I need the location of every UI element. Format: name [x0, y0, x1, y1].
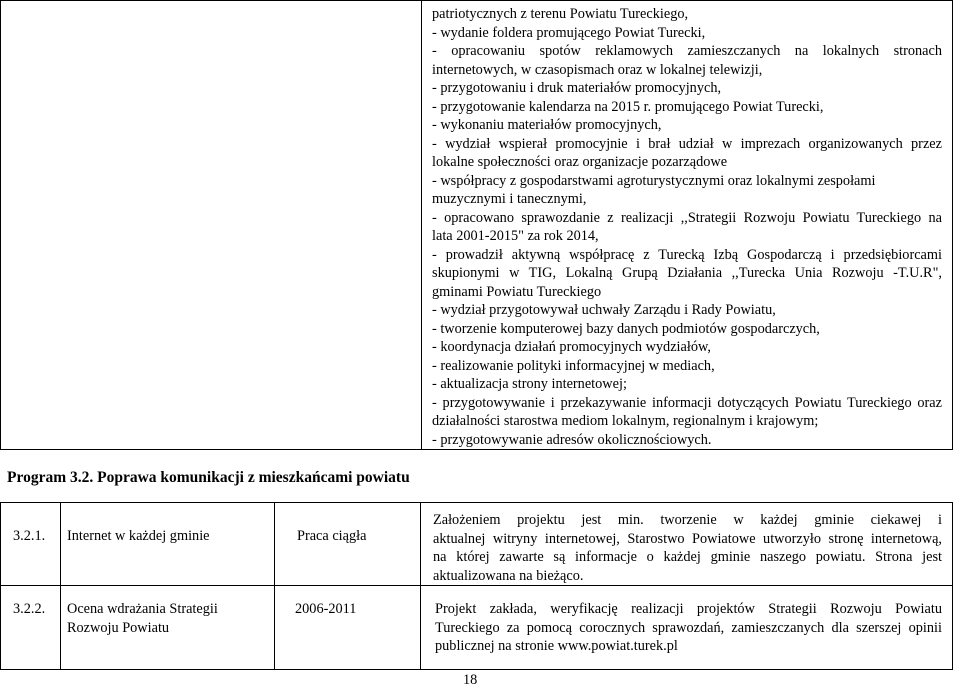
text-line: - realizowanie polityki informacyjnej w mediach,	[432, 357, 715, 374]
table-row	[1, 1, 953, 450]
table-row	[1, 503, 953, 586]
text-line: aktualnej witryny internetowej, Starostwo Powiatowe utworzyło stronę internetową,	[433, 530, 942, 547]
text-line: - przygotowaniu i druk materiałów promocyjnych,	[432, 80, 722, 96]
text-line: lata 2001-2015" za rok 2014,	[432, 228, 599, 244]
text-line: Założeniem projektu jest min. tworzenie w każdej gminie ciekawej i	[433, 512, 942, 528]
task-description	[421, 503, 953, 586]
task-description	[421, 586, 953, 670]
activities-text	[422, 1, 952, 449]
text-line: - przygotowywanie adresów okolicznościowych.	[432, 431, 712, 448]
text-line: internetowych, w czasopismach oraz w lokalnej telewizji,	[432, 61, 763, 78]
text-line: Tureckiego za pomocą corocznych sprawozdań, zamieszczanych dla szerszej opinii	[435, 619, 942, 636]
page-number: 18	[463, 672, 478, 688]
text-line: publicznej na stronie www.powiat.turek.pl	[435, 638, 678, 654]
program-table	[0, 502, 953, 670]
text-line: - opracowano sprawozdanie z realizacji ,,Strategii Rozwoju Powiatu Tureckiego na	[432, 209, 942, 226]
section-title: Program 3.2. Poprawa komunikacji z mieszkańcami powiatu	[7, 469, 410, 486]
text-line: - wykonaniu materiałów promocyjnych,	[432, 117, 662, 133]
text-line: działalności starostwa mediom lokalnym, regionalnym i krajowym;	[432, 413, 819, 429]
text-line: patriotycznych z terenu Powiatu Tureckiego,	[432, 6, 689, 22]
task-name: Internet w każdej gminie	[61, 503, 275, 586]
text-line: - wydział przygotowywał uchwały Zarządu i Rady Powiatu,	[432, 302, 776, 318]
task-name: Ocena wdrażania Strategii Rozwoju Powiatu	[61, 586, 275, 670]
text-line: aktualizowana na bieżąco.	[433, 567, 584, 584]
task-number: 3.2.2.	[1, 586, 61, 670]
text-line: - współpracy z gospodarstwami agroturystycznymi oraz lokalnymi zespołami	[432, 172, 876, 189]
text-line: - wydanie foldera promującego Powiat Turecki,	[432, 24, 706, 41]
text-line: - aktualizacja strony internetowej;	[432, 376, 627, 392]
text-line: gminami Powiatu Tureckiego	[432, 283, 602, 300]
text-line: - prowadził aktywną współpracę z Turecką Izbą Gospodarczą i przedsiębiorcami	[432, 246, 942, 263]
text-line: - przygotowanie kalendarza na 2015 r. promującego Powiat Turecki,	[432, 98, 824, 115]
text-line: - przygotowywanie i przekazywanie informacji dotyczących Powiatu Tureckiego oraz	[432, 394, 942, 411]
text-line: Projekt zakłada, weryfikację realizacji projektów Strategii Rozwoju Powiatu	[435, 601, 942, 617]
text-line: skupionymi w TIG, Lokalną Grupą Działania ,,Turecka Unia Rozwoju -T.U.R",	[432, 265, 942, 281]
table-row	[1, 586, 953, 670]
text-line: - tworzenie komputerowej bazy danych podmiotów gospodarczych,	[432, 320, 820, 337]
task-time: Praca ciągła	[275, 503, 421, 586]
text-line: - wydział wspierał promocyjnie i brał udział w imprezach organizowanych przez	[432, 135, 942, 152]
empty-cell	[1, 1, 422, 450]
text-line: - koordynacja działań promocyjnych wydziałów,	[432, 339, 711, 355]
text-line: na której zawarte są informacje o każdej gminie naszego powiatu. Strona jest	[433, 549, 942, 565]
task-number: 3.2.1.	[1, 503, 61, 586]
text-line: muzycznymi i tanecznymi,	[432, 191, 587, 207]
text-line: - opracowaniu spotów reklamowych zamieszczanych na lokalnych stronach	[432, 43, 942, 59]
task-time: 2006-2011	[275, 586, 421, 670]
activities-cell	[422, 1, 953, 450]
text-line: lokalne społeczności oraz organizacje pozarządowe	[432, 154, 728, 170]
